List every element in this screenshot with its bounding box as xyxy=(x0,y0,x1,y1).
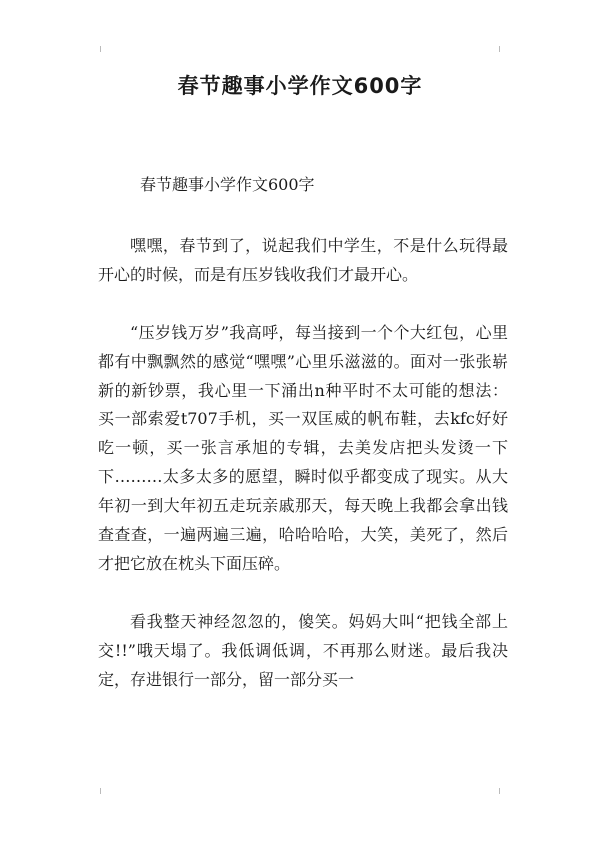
corner-mark xyxy=(499,788,500,794)
document-subtitle: 春节趣事小学作文600字 xyxy=(140,175,315,194)
corner-mark xyxy=(499,46,500,52)
corner-mark xyxy=(100,46,101,52)
document-title: 春节趣事小学作文600字 xyxy=(177,74,423,98)
paragraph-1: 嘿嘿，春节到了，说起我们中学生，不是什么玩得最开心的时候，而是有压岁钱收我们才最开心。 xyxy=(98,236,508,284)
paragraph-2: “压岁钱万岁”我高呼，每当接到一个个大红包，心里都有中飘飘然的感觉“嘿嘿”心里乐滋滋的。面对一张张崭新的新钞票，我心里一下涌出n种平时不太可能的想法：买一部索爱t707手机，买一双匡威的帆布鞋，去kfc好好吃一顿，买一张言承旭的专辑，去美发店把头发烫一下下………太多太多的愿望，瞬时似乎都变成了现实。从大年初一到大年初五走玩亲戚那天，每天晚上我都会拿出钱查查查，一遍两遍三遍，哈哈哈哈，大笑，美死了，然后才把它放在枕头下面压碎。 xyxy=(98,322,508,573)
paragraph-3: 看我整天神经忽忽的，傻笑。妈妈大叫“把钱全部上交!!”哦天塌了。我低调低调，不再那么财迷。最后我决定，存进银行一部分，留一部分买一 xyxy=(98,611,508,689)
document-body xyxy=(98,232,508,723)
corner-mark xyxy=(100,788,101,794)
